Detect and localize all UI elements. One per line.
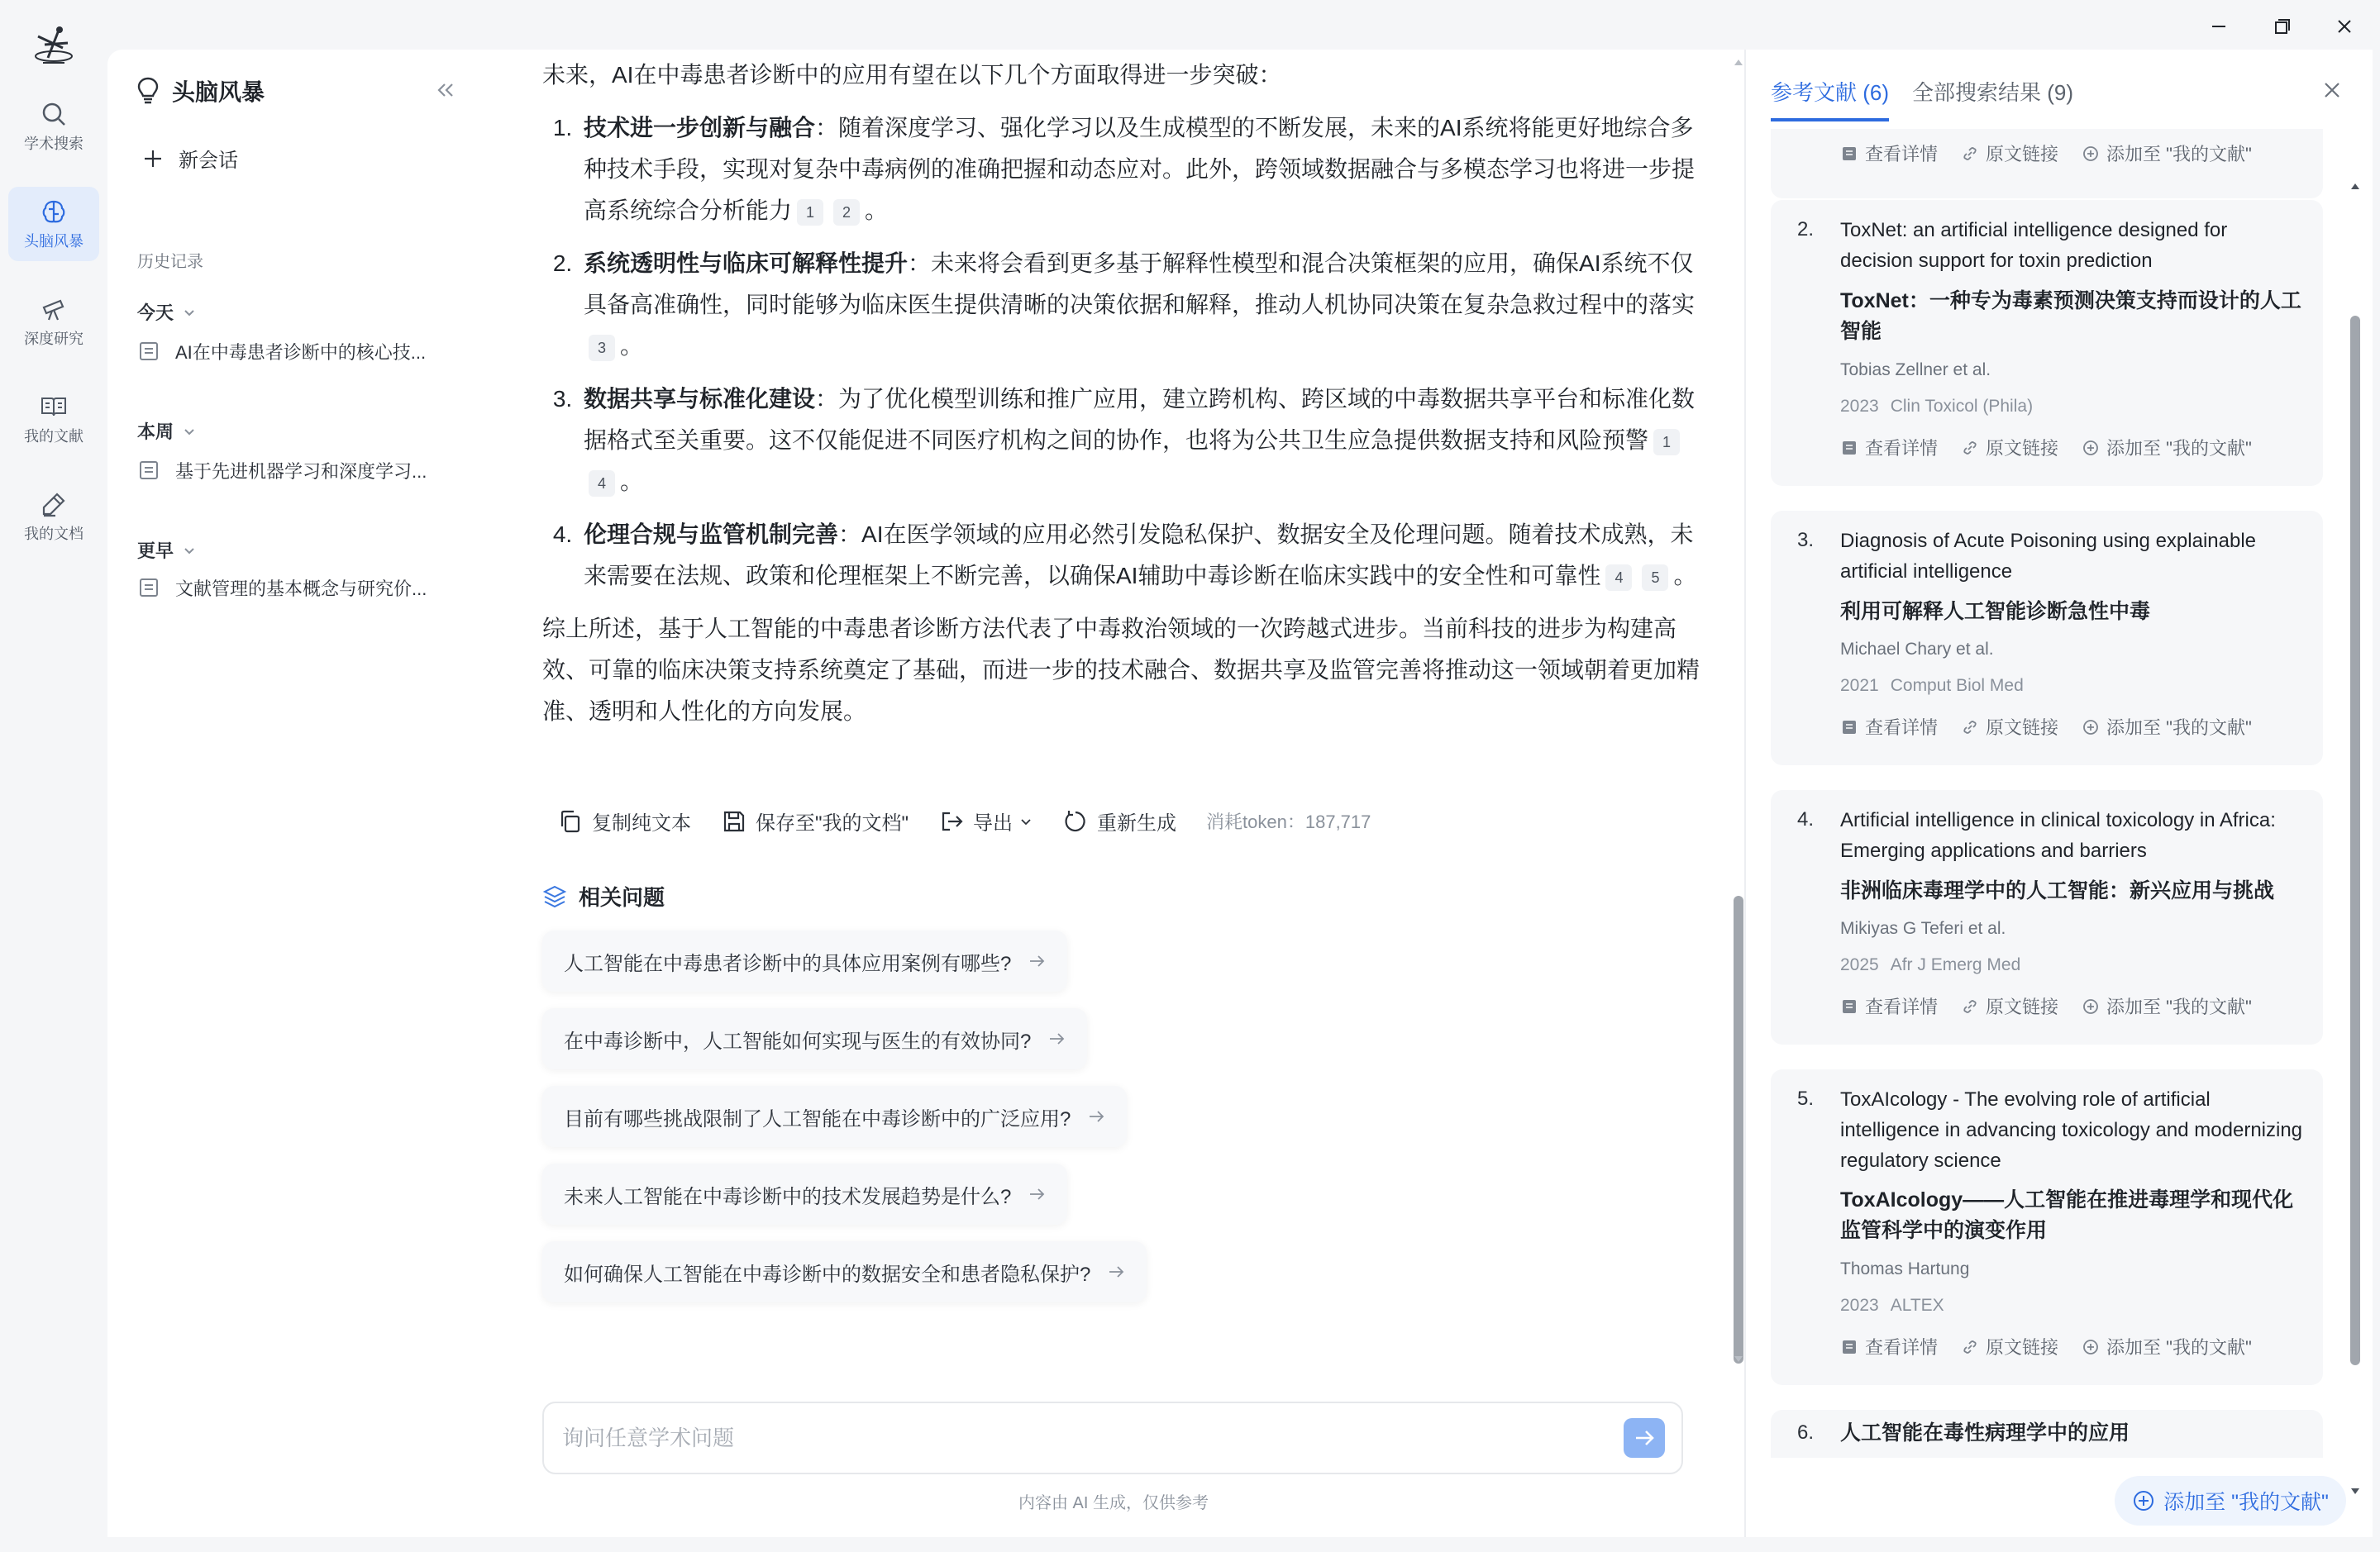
group-earlier[interactable] — [137, 537, 197, 563]
arrow-right-icon — [1624, 1418, 1665, 1458]
reference-title-zh: 利用可解释人工智能诊断急性中毒 — [1840, 600, 2151, 623]
source-link-label: 原文链接 — [1986, 438, 2059, 459]
ai-answer — [542, 55, 1700, 732]
export-icon — [938, 808, 965, 835]
refresh-icon — [1062, 808, 1089, 835]
arrow-right-icon — [1107, 1263, 1125, 1281]
lightbulb-icon — [136, 76, 160, 106]
reference-year: 2021 — [1840, 676, 1879, 695]
rail-label: 我的文档 — [24, 526, 83, 542]
save-to-docs-label: 保存至"我的文档" — [756, 812, 909, 835]
plus-icon — [142, 148, 164, 169]
reference-meta — [1840, 955, 2032, 975]
rail-label: 头脑风暴 — [24, 233, 83, 250]
reference-authors: Thomas Hartung — [1840, 1259, 1970, 1278]
details-icon — [1840, 718, 1858, 736]
history-section-title: 历史记录 — [137, 253, 203, 271]
citation-badge[interactable]: 3 — [589, 335, 615, 361]
add-to-library-link[interactable] — [2082, 993, 2252, 1019]
point-title: 数据共享与标准化建设 — [584, 386, 816, 412]
add-to-library-link[interactable] — [2082, 435, 2252, 460]
citation-badge[interactable]: 5 — [1642, 564, 1668, 591]
close-window-button[interactable] — [2320, 8, 2369, 45]
telescope-icon — [39, 294, 69, 324]
group-label: 今天 — [137, 302, 174, 323]
reference-card[interactable] — [1771, 1410, 2323, 1458]
tab-all-results[interactable]: 全部搜索结果 (9) — [1912, 80, 2074, 105]
rail-brainstorm[interactable] — [8, 187, 99, 261]
maximize-button[interactable] — [2257, 8, 2306, 45]
history-item[interactable] — [137, 450, 460, 491]
answer-point — [579, 107, 1700, 231]
rail-label: 学术搜索 — [24, 136, 83, 152]
reference-title-zh: ToxNet：一种专为毒素预测决策支持而设计的人工智能 — [1840, 289, 2301, 343]
point-text: ：未来将会看到更多基于解释性模型和混合决策框架的应用，确保AI系统不仅具备高准确性，同时能够为临床医生提供清晰的决策依据和解释，推动人机协同决策在复杂急救过程中的落实 — [584, 250, 1696, 317]
reference-title-zh: 非洲临床毒理学中的人工智能：新兴应用与挑战 — [1840, 879, 2275, 902]
point-end: 。 — [620, 469, 644, 494]
scroll-down-icon — [1734, 1355, 1743, 1364]
plus-circle-icon — [2132, 1489, 2155, 1512]
new-chat-button[interactable] — [142, 144, 238, 173]
app-logo — [26, 20, 81, 69]
link-icon — [1961, 718, 1979, 736]
reference-authors: Michael Chary et al. — [1840, 640, 1994, 659]
view-details-link[interactable] — [1840, 140, 1938, 166]
answer-actions — [557, 807, 1371, 836]
copy-text-label: 复制纯文本 — [592, 812, 691, 835]
ai-disclaimer: 内容由 AI 生成，仅供参考 — [1018, 1494, 1209, 1512]
related-question[interactable] — [542, 931, 1067, 992]
source-link-label: 原文链接 — [1986, 144, 2059, 164]
question-text: 如何确保人工智能在中毒诊断中的数据安全和患者隐私保护? — [564, 1263, 1091, 1286]
question-text: 在中毒诊断中，人工智能如何实现与医生的有效协同? — [564, 1030, 1032, 1053]
view-details-label: 查看详情 — [1865, 1337, 1939, 1358]
references-scrollbar[interactable] — [2349, 124, 2361, 1496]
citation-badge[interactable]: 1 — [797, 199, 823, 226]
point-text: ：随着深度学习、强化学习以及生成模型的不断发展，未来的AI系统将能更好地综合多种技术手段，实现对复杂中毒病例的准确把握和动态应对。此外，跨领域数据融合与多模态学习也将进一步提高系统综合分析能力 — [584, 115, 1696, 223]
answer-point — [579, 243, 1700, 367]
citation-badge[interactable]: 4 — [589, 470, 615, 497]
document-icon — [137, 576, 160, 599]
reference-meta — [1840, 397, 2044, 417]
citation-badge[interactable]: 2 — [833, 199, 860, 226]
view-details-link[interactable] — [1840, 1334, 1938, 1359]
source-link-label: 原文链接 — [1986, 717, 2059, 738]
plus-circle-icon — [2082, 1338, 2100, 1356]
answer-intro: 未来，AI在中毒患者诊断中的应用有望在以下几个方面取得进一步突破： — [542, 62, 1282, 88]
reference-title-en: Diagnosis of Acute Poisoning using explainable artificial intelligence — [1840, 530, 2257, 583]
regenerate-button[interactable] — [1062, 807, 1176, 836]
restore-icon — [2257, 8, 2306, 45]
details-icon — [1840, 1338, 1858, 1356]
rail-label: 深度研究 — [24, 331, 83, 347]
link-icon — [1961, 439, 1979, 457]
add-to-my-literature-button[interactable] — [2115, 1476, 2346, 1526]
reference-year: 2023 — [1840, 1296, 1879, 1315]
reference-title-zh: ToxAIcology——人工智能在推进毒理学和现代化监管科学中的演变作用 — [1840, 1188, 2294, 1242]
point-text: ：为了优化模型训练和推广应用，建立跨机构、跨区域的中毒数据共享平台和标准化数据格式至关重要。这不仅能促进不同医疗机构之间的协作，也将为公共卫生应急提供数据支持和风险预警 — [584, 386, 1696, 453]
view-details-label: 查看详情 — [1865, 144, 1939, 164]
rail-label: 我的文献 — [24, 428, 83, 445]
copy-icon — [557, 808, 584, 835]
token-usage: 消耗token：187,717 — [1206, 812, 1371, 832]
related-question[interactable] — [542, 1164, 1067, 1225]
reference-links — [1840, 1334, 2275, 1359]
reference-year: 2025 — [1840, 955, 1879, 974]
answer-points — [542, 107, 1700, 597]
collapse-sidebar-button[interactable] — [433, 78, 458, 102]
save-icon — [721, 808, 747, 835]
copy-text-button[interactable] — [557, 807, 691, 836]
reference-card — [1771, 129, 2323, 198]
reference-number: 2. — [1797, 218, 1815, 240]
point-title: 系统透明性与临床可解释性提升 — [584, 250, 909, 276]
document-icon — [137, 340, 160, 363]
link-icon — [1961, 997, 1979, 1016]
reference-card[interactable] — [1771, 790, 2323, 1045]
minimize-icon — [2194, 8, 2244, 45]
rail-my-literature[interactable] — [8, 382, 99, 456]
export-label: 导出 — [973, 812, 1014, 835]
reference-journal: ALTEX — [1890, 1296, 1944, 1315]
arrow-right-icon — [1028, 952, 1046, 970]
details-icon — [1840, 145, 1858, 163]
question-text: 未来人工智能在中毒诊断中的技术发展趋势是什么? — [564, 1185, 1012, 1208]
references-panel — [1744, 50, 2373, 1537]
source-link[interactable] — [1961, 993, 2058, 1019]
reference-journal: Clin Toxicol (Phila) — [1890, 397, 2034, 416]
details-icon — [1840, 439, 1858, 457]
arrow-right-icon — [1087, 1107, 1105, 1126]
add-to-library-label: 添加至 "我的文献" — [2106, 997, 2252, 1017]
export-button[interactable] — [938, 807, 1033, 836]
view-details-link[interactable] — [1840, 435, 1938, 460]
chat-scrollbar[interactable] — [1733, 50, 1744, 1380]
reference-card[interactable] — [1771, 200, 2323, 486]
source-link[interactable] — [1961, 435, 2058, 460]
layers-icon — [542, 884, 567, 909]
sidebar-title: 头脑风暴 — [172, 79, 265, 105]
add-to-library-link[interactable] — [2082, 1334, 2252, 1359]
reference-card[interactable] — [1771, 1069, 2323, 1385]
reference-links — [1840, 714, 2275, 740]
reference-authors: Tobias Zellner et al. — [1840, 360, 1991, 379]
point-end: 。 — [865, 198, 889, 223]
scrollbar-thumb[interactable] — [2350, 316, 2360, 1365]
link-icon — [1961, 145, 1979, 163]
arrow-right-icon — [1047, 1030, 1066, 1048]
add-to-library-link[interactable] — [2082, 140, 2252, 166]
chevron-down-icon — [182, 543, 197, 558]
point-end: 。 — [1673, 563, 1697, 588]
add-to-library-label: 添加至 "我的文献" — [2106, 717, 2252, 738]
related-title-label: 相关问题 — [579, 885, 665, 910]
related-questions-title — [542, 881, 665, 912]
view-details-link[interactable] — [1840, 993, 1938, 1019]
add-to-library-label: 添加至 "我的文献" — [2106, 1337, 2252, 1358]
add-to-library-link[interactable] — [2082, 714, 2252, 740]
nav-rail — [0, 0, 107, 1552]
point-end: 。 — [620, 333, 644, 359]
rail-academic-search[interactable] — [8, 89, 99, 164]
view-details-label: 查看详情 — [1865, 717, 1939, 738]
new-chat-label: 新会话 — [179, 150, 238, 172]
question-input-box — [542, 1402, 1683, 1474]
send-button[interactable] — [1624, 1418, 1665, 1458]
rail-deep-research[interactable] — [8, 284, 99, 359]
reference-authors: Mikiyas G Teferi et al. — [1840, 919, 2006, 938]
add-to-library-label: 添加至 "我的文献" — [2106, 144, 2252, 164]
rail-my-docs[interactable] — [8, 479, 99, 554]
scroll-down-icon — [2350, 1488, 2360, 1496]
link-icon — [1961, 1338, 1979, 1356]
history-item[interactable] — [137, 331, 460, 372]
add-to-library-label: 添加至 "我的文献" — [2106, 438, 2252, 459]
sidebar-header — [136, 73, 265, 109]
question-text: 目前有哪些挑战限制了人工智能在中毒诊断中的广泛应用? — [564, 1107, 1071, 1131]
source-link[interactable] — [1961, 1334, 2058, 1359]
reference-title-zh: 人工智能在毒性病理学中的应用 — [1840, 1421, 2130, 1445]
add-button-label: 添加至 "我的文献" — [2163, 1491, 2329, 1514]
document-icon — [137, 459, 160, 482]
scroll-up-icon — [1734, 58, 1743, 66]
reference-number: 6. — [1797, 1421, 1815, 1444]
double-chevron-left-icon — [433, 78, 458, 102]
reference-number: 3. — [1797, 529, 1815, 551]
brain-icon — [39, 197, 69, 226]
answer-point — [579, 514, 1700, 597]
group-today[interactable] — [137, 299, 197, 325]
history-item-label: AI在中毒患者诊断中的核心技... — [175, 341, 427, 363]
question-input[interactable] — [560, 1420, 1586, 1456]
citation-badge[interactable]: 1 — [1653, 429, 1680, 455]
reference-journal: Comput Biol Med — [1890, 676, 2024, 695]
source-link-label: 原文链接 — [1986, 1337, 2059, 1358]
details-icon — [1840, 997, 1858, 1016]
group-label: 更早 — [137, 540, 174, 561]
tab-references[interactable]: 参考文献 (6) — [1771, 76, 1889, 121]
source-link-label: 原文链接 — [1986, 997, 2059, 1017]
chevron-down-icon — [182, 305, 197, 320]
reference-meta — [1840, 676, 2035, 696]
pen-icon — [39, 489, 69, 519]
reference-title-en: ToxNet: an artificial intelligence designed for decision support for toxin prediction — [1840, 219, 2228, 272]
plus-circle-icon — [2082, 997, 2100, 1016]
view-details-link[interactable] — [1840, 714, 1938, 740]
related-question[interactable] — [542, 1086, 1127, 1147]
arrow-right-icon — [1028, 1185, 1046, 1203]
view-details-label: 查看详情 — [1865, 997, 1939, 1017]
reference-links — [1840, 435, 2275, 460]
source-link[interactable] — [1961, 714, 2058, 740]
related-question[interactable] — [542, 1008, 1087, 1069]
minimize-button[interactable] — [2194, 8, 2244, 45]
reference-meta — [1840, 1296, 1956, 1316]
scroll-up-icon — [2350, 182, 2360, 190]
plus-circle-icon — [2082, 718, 2100, 736]
source-link[interactable] — [1961, 140, 2058, 166]
reference-journal: Afr J Emerg Med — [1890, 955, 2021, 974]
related-question[interactable] — [542, 1241, 1147, 1302]
history-sidebar — [107, 50, 483, 1537]
close-icon — [2320, 78, 2344, 102]
question-text: 人工智能在中毒患者诊断中的具体应用案例有哪些? — [564, 952, 1012, 975]
book-icon — [39, 392, 69, 421]
answer-point — [579, 378, 1700, 502]
chevron-down-icon — [182, 424, 197, 439]
reference-tabs — [1771, 76, 2096, 121]
history-item[interactable] — [137, 567, 460, 608]
reference-number: 5. — [1797, 1088, 1815, 1110]
history-item-label: 文献管理的基本概念与研究价... — [175, 578, 427, 599]
citation-badge[interactable]: 4 — [1605, 564, 1632, 591]
save-to-docs-button[interactable] — [721, 807, 909, 836]
point-title: 伦理合规与监管机制完善 — [584, 521, 839, 547]
reference-title-en: ToxAIcology - The evolving role of artificial intelligence in advancing toxicology and modernizing regulatory science — [1840, 1088, 2303, 1172]
point-text: ：AI在医学领域的应用必然引发隐私保护、数据安全及伦理问题。随着技术成熟，未来需要在法规、政策和伦理框架上不断完善，以确保AI辅助中毒诊断在临床实践中的安全性和可靠性 — [584, 521, 1694, 588]
close-panel-button[interactable] — [2320, 78, 2344, 102]
reference-links — [1840, 140, 2275, 166]
view-details-label: 查看详情 — [1865, 438, 1939, 459]
reference-title-en: Artificial intelligence in clinical toxicology in Africa: Emerging applications and barriers — [1840, 809, 2276, 862]
history-item-label: 基于先进机器学习和深度学习... — [175, 460, 427, 482]
plus-circle-icon — [2082, 439, 2100, 457]
plus-circle-icon — [2082, 145, 2100, 163]
reference-year: 2023 — [1840, 397, 1879, 416]
regenerate-label: 重新生成 — [1097, 812, 1177, 835]
chevron-down-icon — [1019, 815, 1033, 828]
point-title: 技术进一步创新与融合 — [584, 115, 816, 140]
reference-number: 4. — [1797, 808, 1815, 831]
scrollbar-thumb[interactable] — [1734, 896, 1743, 1364]
group-label: 本周 — [137, 421, 174, 442]
reference-links — [1840, 993, 2275, 1019]
close-icon — [2320, 8, 2369, 45]
reference-card[interactable] — [1771, 511, 2323, 765]
search-icon — [39, 99, 69, 129]
group-this-week[interactable] — [137, 418, 197, 444]
answer-summary: 综上所述，基于人工智能的中毒患者诊断方法代表了中毒救治领域的一次跨越式进步。当前科技的进步为构建高效、可靠的临床决策支持系统奠定了基础，而进一步的技术融合、数据共享及监管完善将推动这一领域朝着更加精准、透明和人性化的方向发展。 — [542, 616, 1700, 724]
chat-main — [483, 50, 1744, 1537]
